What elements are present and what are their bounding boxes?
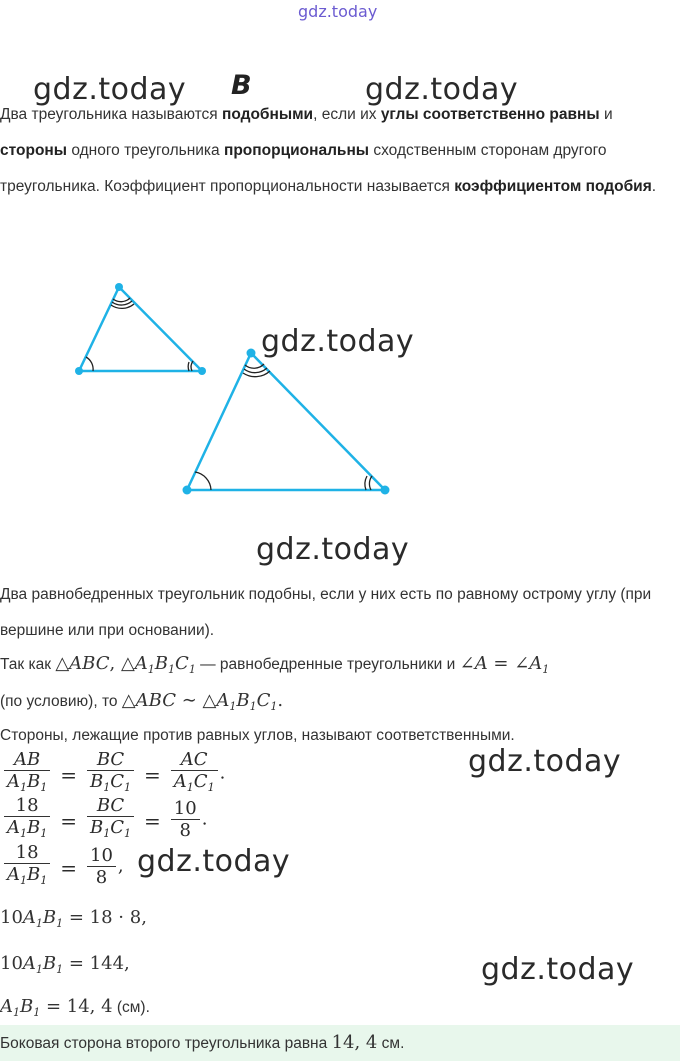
isosceles-similarity-statement: Два равнобедренных треугольник подобны, если у них есть по равному острому углу (при вершине или при основании). [0, 586, 652, 639]
proportion-row-1: $\frac{AB}{A_1B_1}$ = $\frac{BC}{B_1C_1}$ = $\frac{AC}{A_1C_1}$ . [2, 750, 225, 799]
proportion-row-2: $\frac{18}{A_1B_1}$ = $\frac{BC}{B_1C_1}$ = $\frac{10}{8}$ . [2, 796, 207, 845]
watermark: gdz.today [468, 744, 622, 779]
watermark: gdz.today [137, 844, 291, 879]
watermark: gdz.today [365, 72, 519, 107]
watermark-top: gdz.today [298, 2, 378, 21]
conclusion-statement: (по условию), то △ABC ∼ $\triangle A_1B_1C_1$. [0, 690, 284, 713]
equation-1: $10A_1B_1 = 18 \cdot 8$, [0, 907, 147, 930]
section-letter: В [231, 70, 252, 101]
watermark: gdz.today [481, 952, 635, 987]
answer-box: Боковая сторона второго треугольника равна 14, 4 см. [0, 1025, 680, 1061]
proportion-row-3: $\frac{18}{A_1B_1}$ = $\frac{10}{8}$ , [2, 843, 124, 892]
equation-3: $A_1B_1 = 14$, 4 (см). [0, 996, 150, 1019]
corresponding-sides-statement: Стороны, лежащие против равных углов, называют соответственными. [0, 727, 515, 744]
similar-triangles-figure [0, 0, 680, 520]
watermark: gdz.today [256, 532, 410, 567]
watermark: gdz.today [33, 72, 187, 107]
small-triangle [79, 287, 202, 371]
given-statement: Так как △ABC, $\triangle A_1B_1C_1$ — равнобедренные треугольники и ∠A = $\angle A_1$ [0, 653, 550, 676]
equation-2: $10A_1B_1 = 144$, [0, 953, 130, 976]
large-triangle [187, 353, 385, 490]
watermark: gdz.today [261, 324, 415, 359]
definition-paragraph: Два треугольника называются подобными, если их углы соответственно равны и стороны одного треугольника пропорциональны сходственным сторонам другого треугольника. Коэффициент пропорциональности называется коэффициентом подобия. [0, 106, 657, 195]
